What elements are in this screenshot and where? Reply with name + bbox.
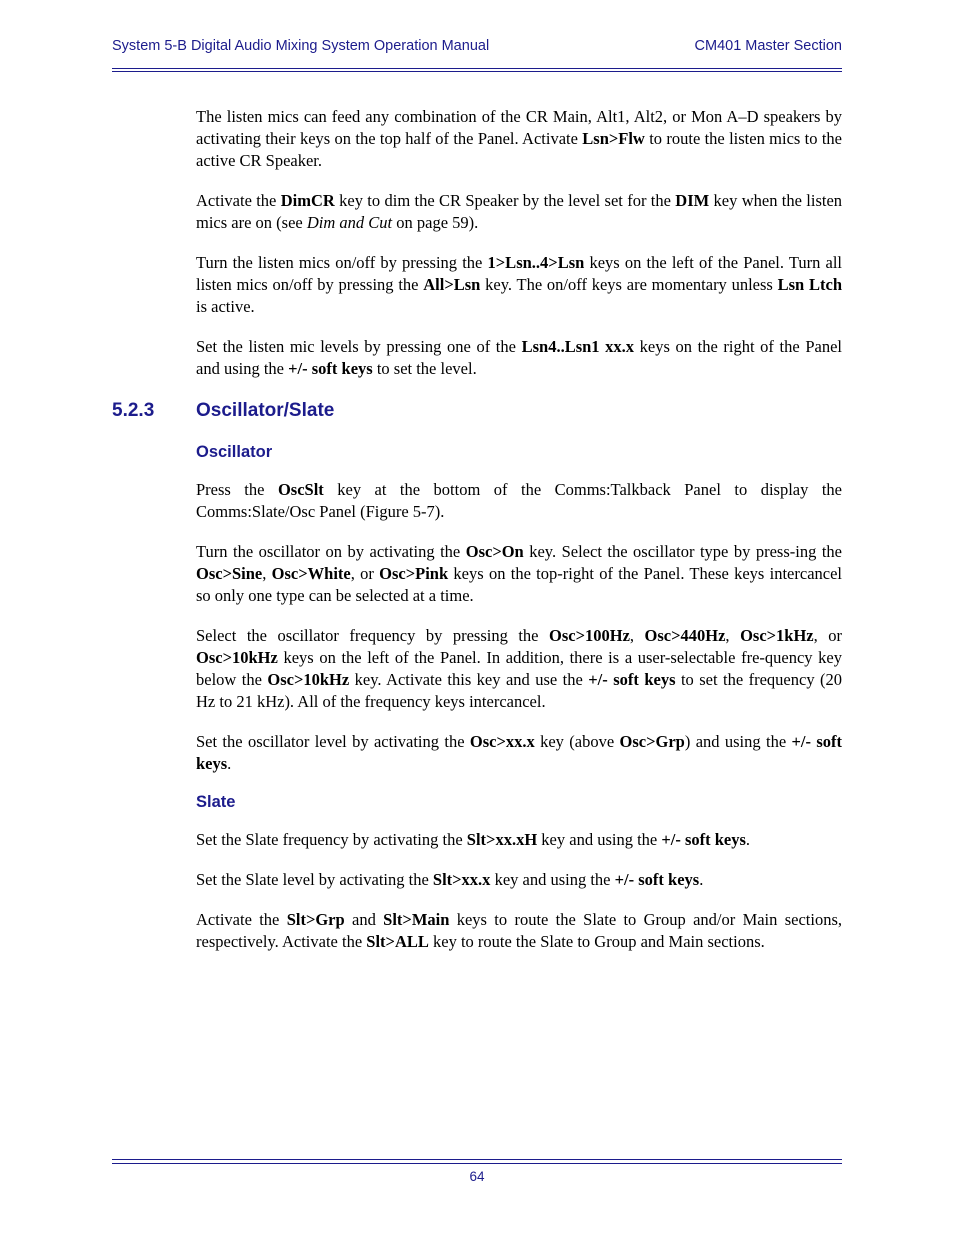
paragraph: Press the OscSlt key at the bottom of the Comms:Talkback Panel to display the Comms:Slate/Osc Panel (Figure 5-7). [196,480,842,521]
cross-reference: Dim and Cut [306,213,393,232]
paragraph: Set the oscillator level by activating the Osc>xx.x key (above Osc>Grp) and using the +/- soft keys. [196,732,842,773]
subheading-oscillator: Oscillator [196,443,273,461]
paragraph: Activate the Slt>Grp and Slt>Main keys to route the Slate to Group and/or Main sections, respectively. Activate the Slt>ALL key to route the Slate to Group and Main sections. [196,910,842,951]
subheading-slate: Slate [196,793,236,811]
section-heading-title: Oscillator/Slate [196,400,335,421]
manual-title: System 5-B Digital Audio Mixing System Operation Manual [112,38,490,54]
paragraph: Set the Slate level by activating the Slt>xx.x key and using the +/- soft keys. [196,870,704,889]
oscillator-slate-body [196,441,842,953]
header-rule [112,68,842,69]
paragraph: Set the Slate frequency by activating the Slt>xx.xH key and using the +/- soft keys. [196,830,751,849]
section-number: 5.2.3 [112,400,155,421]
page-body [196,106,842,380]
page-number: 64 [469,1169,485,1184]
section-heading [112,400,334,422]
header-rule-double [112,71,842,72]
paragraph: Activate the DimCR key to dim the CR Speaker by the level set for the DIM key when the listen mics are on (see Dim and Cut on page 59). [196,191,843,232]
paragraph: Select the oscillator frequency by pressing the Osc>100Hz, Osc>440Hz, Osc>1kHz, or Osc>10kHz keys on the left of the Panel. In addition, there is a user-selectable fre-quency key below the Osc>10kHz key. Activate this key and use the +/- soft keys to set the frequency (20 Hz to 21 kHz). All of the frequency keys intercancel. [196,626,843,711]
paragraph: Turn the listen mics on/off by pressing the 1>Lsn..4>Lsn keys on the left of the Panel. Turn all listen mics on/off by pressing the All>Lsn key. The on/off keys are momentary unless Lsn Ltch is active. [196,253,843,316]
paragraph: The listen mics can feed any combination of the CR Main, Alt1, Alt2, or Mon A–D speakers by activating their keys on the top half of the Panel. Activate Lsn>Flw to route the listen mics to the active CR Speaker. [196,107,842,170]
paragraph: Turn the oscillator on by activating the Osc>On key. Select the oscillator type by press-ing the Osc>Sine, Osc>White, or Osc>Pink keys on the top-right of the Panel. These keys intercancel so only one type can be selected at a time. [196,542,842,605]
footer-rule [112,1159,842,1160]
footer-rule-double [112,1163,842,1164]
paragraph: Set the listen mic levels by pressing one of the Lsn4..Lsn1 xx.x keys on the right of the Panel and using the +/- soft keys to set the level. [196,337,842,378]
section-title: CM401 Master Section [694,38,842,54]
page-header [112,38,842,56]
